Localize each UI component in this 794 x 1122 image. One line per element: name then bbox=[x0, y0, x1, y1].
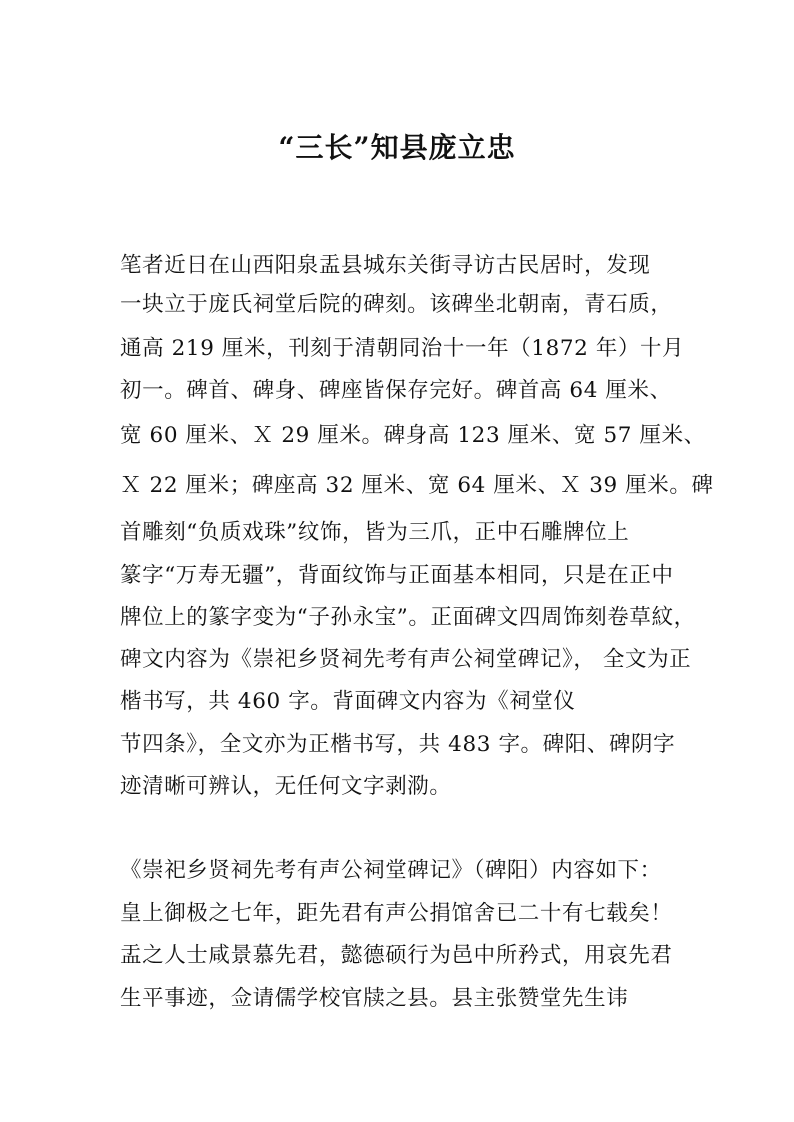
text-line: 篆字“万寿无疆”，背面纹饰与正面基本相同，只是在正中 bbox=[120, 563, 674, 588]
text-line: 迹清晰可辨认，无任何文字剥泐。 bbox=[120, 774, 452, 799]
text-line: Ｘ 22 厘米；碑座高 32 厘米、宽 64 厘米、Ｘ 39 厘米。碑 bbox=[120, 473, 714, 498]
text-line: 皇上御极之七年，距先君有声公捐馆舍已二十有七载矣！ bbox=[120, 901, 673, 926]
text-line: 笔者近日在山西阳泉盂县城东关街寻访古民居时，发现 bbox=[120, 253, 651, 278]
document-title: “三长”知县庞立忠 bbox=[278, 131, 516, 164]
text-line: 生平事迹，佥请儒学校官牍之县。县主张赞堂先生讳 bbox=[120, 986, 629, 1011]
text-line: 首雕刻“负质戏珠”纹饰，皆为三爪，正中石雕牌位上 bbox=[120, 520, 630, 545]
text-line: 通高 219 厘米，刊刻于清朝同治十一年（1872 年）十月 bbox=[120, 336, 685, 361]
text-line: 牌位上的篆字变为“子孙永宝”。正面碑文四周饰刻卷草紋， bbox=[120, 605, 696, 630]
text-line: 盂之人士咸景慕先君，懿德硕行为邑中所矜式，用哀先君 bbox=[120, 943, 673, 968]
text-line: 宽 60 厘米、Ｘ 29 厘米。碑身高 123 厘米、宽 57 厘米、 bbox=[120, 423, 706, 448]
text-line: 节四条》，全文亦为正楷书写，共 483 字。碑阳、碑阴字 bbox=[120, 732, 676, 757]
text-line: 碑文内容为《崇祀乡贤祠先考有声公祠堂碑记》， 全文为正 bbox=[120, 647, 692, 672]
text-line: 《崇祀乡贤祠先考有声公祠堂碑记》（碑阳）内容如下： bbox=[120, 858, 662, 883]
text-line: 初一。碑首、碑身、碑座皆保存完好。碑首高 64 厘米、 bbox=[120, 378, 672, 403]
text-line: 一块立于庞氏祠堂后院的碑刻。该碑坐北朝南，青石质， bbox=[120, 292, 673, 317]
text-line: 楷书写，共 460 字。背面碑文内容为《祠堂仪 bbox=[120, 689, 576, 714]
